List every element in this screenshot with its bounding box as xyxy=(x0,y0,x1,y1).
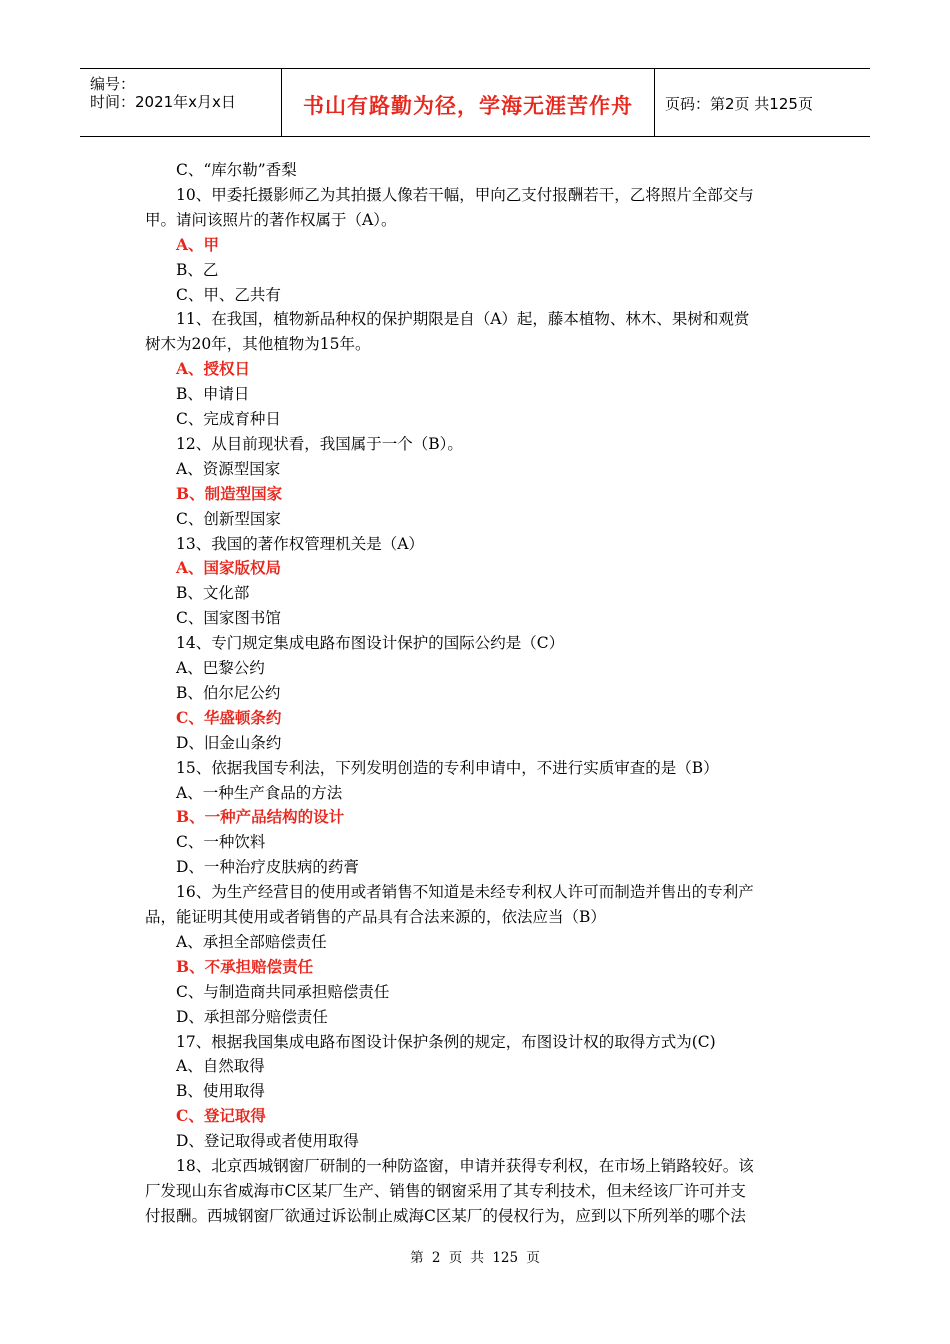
option-line: C、国家图书馆 xyxy=(176,609,281,628)
option-line: B、乙 xyxy=(176,260,219,279)
question-line: 14、专门规定集成电路布图设计保护的国际公约是（C） xyxy=(176,634,565,653)
option-line: D、一种治疗皮肤病的药膏 xyxy=(176,858,359,877)
option-line: A、自然取得 xyxy=(176,1057,265,1076)
question-line: 13、我国的著作权管理机关是（A） xyxy=(176,534,424,553)
answer-option: B、制造型国家 xyxy=(176,483,283,503)
option-line: C、“库尔勒”香梨 xyxy=(176,161,297,179)
option-line: B、伯尔尼公约 xyxy=(176,683,281,702)
option-line: B、文化部 xyxy=(176,584,250,603)
answer-option: B、一种产品结构的设计 xyxy=(176,807,345,827)
option-line: B、申请日 xyxy=(176,385,250,404)
answer-option: A、国家版权局 xyxy=(176,558,282,578)
option-line: D、登记取得或者使用取得 xyxy=(176,1132,359,1151)
option-line: C、与制造商共同承担赔偿责任 xyxy=(176,982,390,1001)
option-line: A、一种生产食品的方法 xyxy=(176,783,343,802)
question-line: 16、为生产经营目的使用或者销售不知道是未经专利权人许可而制造并售出的专利产 xyxy=(176,883,754,902)
answer-option: C、华盛顿条约 xyxy=(176,707,282,727)
question-line: 付报酬。西城钢窗厂欲通过诉讼制止威海C区某厂的侵权行为，应到以下所列举的哪个法 xyxy=(145,1206,746,1225)
answer-option: C、登记取得 xyxy=(176,1106,266,1126)
option-line: A、巴黎公约 xyxy=(176,659,265,677)
question-line: 品，能证明其使用或者销售的产品具有合法来源的，依法应当（B） xyxy=(145,908,606,926)
page-footer: 第 2 页 共 125 页 xyxy=(410,1250,540,1266)
question-line: 树木为20年，其他植物为15年。 xyxy=(145,335,371,354)
question-line: 18、北京西城钢窗厂研制的一种防盗窗，申请并获得专利权，在市场上销路较好。该 xyxy=(176,1157,754,1175)
option-line: A、承担全部赔偿责任 xyxy=(176,932,327,951)
number-label: 编号： xyxy=(90,75,136,93)
option-line: D、旧金山条约 xyxy=(176,733,282,752)
question-line: 15、依据我国专利法，下列发明创造的专利申请中，不进行实质审查的是（B） xyxy=(176,758,719,777)
page-info: 页码：第2页 共125页 xyxy=(665,95,813,113)
question-line: 10、甲委托摄影师乙为其拍摄人像若干幅，甲向乙支付报酬若干，乙将照片全部交与 xyxy=(176,185,754,204)
question-line: 17、根据我国集成电路布图设计保护条例的规定，布图设计权的取得方式为(C) xyxy=(176,1032,716,1051)
option-line: D、承担部分赔偿责任 xyxy=(176,1007,328,1026)
question-line: 甲。请问该照片的著作权属于（A）。 xyxy=(145,210,397,229)
motto: 书山有路勤为径，学海无涯苦作舟 xyxy=(303,94,633,118)
option-line: C、一种饮料 xyxy=(176,833,266,852)
answer-option: B、不承担赔偿责任 xyxy=(176,956,314,976)
option-line: A、资源型国家 xyxy=(176,459,281,478)
option-line: B、使用取得 xyxy=(176,1082,265,1101)
question-line: 厂发现山东省威海市C区某厂生产、销售的钢窗采用了其专利技术，但未经该厂许可并支 xyxy=(145,1181,746,1200)
option-line: C、甲、乙共有 xyxy=(176,285,281,304)
option-line: C、创新型国家 xyxy=(176,509,281,528)
question-line: 11、在我国，植物新品种权的保护期限是自（A）起，藤本植物、林木、果树和观赏 xyxy=(176,310,750,329)
time-label: 时间：2021年x月x日 xyxy=(90,93,236,111)
option-line: C、完成育种日 xyxy=(176,410,281,428)
question-line: 12、从目前现状看，我国属于一个（B）。 xyxy=(176,434,463,453)
answer-option: A、甲 xyxy=(176,234,220,254)
answer-option: A、授权日 xyxy=(176,359,251,379)
